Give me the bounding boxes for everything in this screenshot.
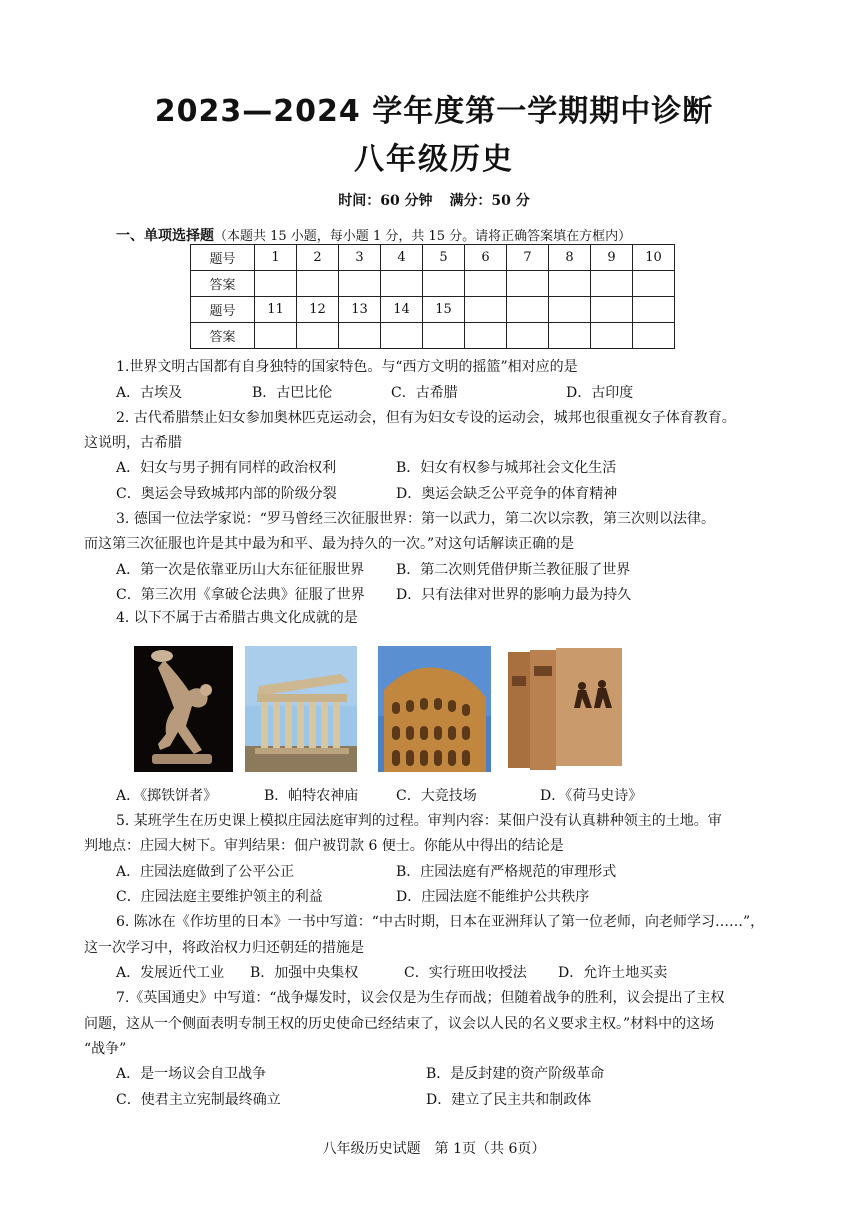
answer-cell[interactable]: [339, 271, 381, 297]
question-7-stem-cont2: “战争”: [84, 1041, 127, 1057]
q6-option-c[interactable]: C．实行班田收授法: [404, 965, 527, 981]
answer-cell: [591, 323, 633, 349]
question-5-stem-cont: 判地点：庄园大树下。审判结果：佃户被罚款 6 便士。你能从中得出的结论是: [84, 838, 564, 854]
q2-option-a[interactable]: A．妇女与男子拥有同样的政治权利: [116, 460, 337, 476]
q5-option-d[interactable]: D．庄园法庭不能维护公共秩序: [396, 889, 590, 905]
q1-option-c[interactable]: C．古希腊: [391, 385, 458, 401]
q7-option-c[interactable]: C．使君主立宪制最终确立: [116, 1092, 281, 1108]
section-heading: [116, 225, 631, 245]
q4-option-b[interactable]: B．帕特农神庙: [264, 788, 359, 804]
exam-time: 时间：60 分钟: [338, 193, 433, 209]
answer-cell[interactable]: [381, 271, 423, 297]
answer-table-header: 答案: [191, 271, 255, 297]
answer-cell[interactable]: [423, 271, 465, 297]
q2-option-c[interactable]: C．奥运会导致城邦内部的阶级分裂: [116, 486, 337, 502]
parthenon-image: [245, 646, 357, 772]
q4-option-c[interactable]: C．大竞技场: [396, 788, 477, 804]
q5-option-b[interactable]: B．庄园法庭有严格规范的审理形式: [396, 864, 617, 880]
question-6-stem: 6. 陈冰在《作坊里的日本》一书中写道：“中古时期，日本在亚洲拜认了第一位老师，向老师学习……”，: [116, 914, 765, 930]
question-2-stem-cont: 这说明，古希腊: [84, 435, 182, 451]
q3-option-d[interactable]: D．只有法律对世界的影响力最为持久: [396, 587, 632, 603]
question-3-stem-cont: 而这第三次征服也许是其中最为和平、最为持久的一次。”对这句话解读正确的是: [84, 536, 575, 552]
answer-table-cell: [465, 297, 507, 323]
q1-option-d[interactable]: D．古印度: [566, 385, 634, 401]
question-2-stem: 2. 古代希腊禁止妇女参加奥林匹克运动会，但有为妇女专设的运动会，城邦也很重视女子体育教育。: [116, 410, 736, 426]
answer-table-cell: [591, 297, 633, 323]
q6-option-b[interactable]: B．加强中央集权: [250, 965, 359, 981]
page-subtitle: 八年级历史: [354, 142, 514, 177]
answer-table-cell: 4: [381, 245, 423, 271]
answer-table-cell: 2: [297, 245, 339, 271]
parthenon-illustration: [245, 646, 357, 772]
answer-table-cell: 11: [255, 297, 297, 323]
q4-option-d[interactable]: D．《荷马史诗》: [540, 788, 643, 804]
section-note: （本题共 15 小题，每小题 1 分，共 15 分。请将正确答案填在方框内）: [214, 229, 632, 244]
answer-table-header: 答案: [191, 323, 255, 349]
answer-table-cell: 1: [255, 245, 297, 271]
answer-table-cell: 7: [507, 245, 549, 271]
answer-table-row: [191, 297, 675, 323]
answer-cell[interactable]: [507, 271, 549, 297]
answer-table-row: [191, 271, 675, 297]
answer-table-header: 题号: [191, 297, 255, 323]
answer-cell[interactable]: [255, 271, 297, 297]
q6-option-d[interactable]: D．允许土地买卖: [558, 965, 668, 981]
books-illustration: [508, 646, 624, 772]
question-3-stem: 3. 德国一位法学家说：“罗马曾经三次征服世界：第一以武力，第二次以宗教，第三次则以法律。: [116, 511, 715, 527]
section-title: 一、单项选择题: [116, 228, 214, 244]
q6-option-a[interactable]: A．发展近代工业: [116, 965, 225, 981]
answer-table-cell: 3: [339, 245, 381, 271]
q3-option-c[interactable]: C．第三次用《拿破仑法典》征服了世界: [116, 587, 365, 603]
question-1-stem: 1.世界文明古国都有自身独特的国家特色。与“西方文明的摇篮”相对应的是: [116, 359, 578, 375]
answer-table-row: [191, 323, 675, 349]
page-title: 2023—2024 学年度第一学期期中诊断: [154, 94, 714, 129]
q5-option-c[interactable]: C．庄园法庭主要维护领主的利益: [116, 889, 323, 905]
q2-option-b[interactable]: B．妇女有权参与城邦社会文化生活: [396, 460, 617, 476]
answer-table-cell: 12: [297, 297, 339, 323]
answer-table-row: [191, 245, 675, 271]
discobolus-illustration: [134, 646, 233, 772]
q1-option-b[interactable]: B．古巴比伦: [252, 385, 333, 401]
q3-option-b[interactable]: B．第二次则凭借伊斯兰教征服了世界: [396, 562, 631, 578]
answer-cell[interactable]: [297, 323, 339, 349]
answer-table-cell: 9: [591, 245, 633, 271]
answer-table-cell: 6: [465, 245, 507, 271]
question-5-stem: 5. 某班学生在历史课上模拟庄园法庭审判的过程。审判内容：某佃户没有认真耕种领主的土地。审: [116, 813, 722, 829]
exam-score: 满分：50 分: [449, 193, 530, 209]
answer-table: [190, 244, 675, 349]
answer-cell[interactable]: [297, 271, 339, 297]
answer-table-cell: [507, 297, 549, 323]
answer-cell[interactable]: [549, 271, 591, 297]
colosseum-illustration: [378, 646, 491, 772]
answer-cell: [549, 323, 591, 349]
answer-cell[interactable]: [465, 271, 507, 297]
answer-cell[interactable]: [423, 323, 465, 349]
answer-table-cell: 8: [549, 245, 591, 271]
answer-cell[interactable]: [633, 271, 675, 297]
question-7-stem-cont: 问题，这从一个侧面表明专制王权的历史使命已经结束了，议会以人民的名义要求主权。”材料中的这场: [84, 1016, 715, 1032]
answer-table-cell: 15: [423, 297, 465, 323]
q1-option-a[interactable]: A．古埃及: [116, 385, 183, 401]
answer-cell[interactable]: [255, 323, 297, 349]
discobolus-image: [134, 646, 233, 772]
question-7-stem: 7.《英国通史》中写道：“战争爆发时，议会仅是为生存而战；但随着战争的胜利，议会提出了主权: [116, 990, 725, 1006]
answer-cell[interactable]: [381, 323, 423, 349]
answer-table-header: 题号: [191, 245, 255, 271]
answer-table-cell: [549, 297, 591, 323]
answer-cell: [633, 323, 675, 349]
answer-table-cell: 5: [423, 245, 465, 271]
answer-cell[interactable]: [339, 323, 381, 349]
answer-table-cell: [633, 297, 675, 323]
exam-meta: [0, 190, 868, 210]
homer-epic-books-image: [508, 646, 624, 772]
q7-option-d[interactable]: D．建立了民主共和制政体: [426, 1092, 592, 1108]
answer-table-cell: 14: [381, 297, 423, 323]
q2-option-d[interactable]: D．奥运会缺乏公平竞争的体育精神: [396, 486, 618, 502]
question-4-stem: 4. 以下不属于古希腊古典文化成就的是: [116, 610, 358, 626]
q3-option-a[interactable]: A．第一次是依靠亚历山大东征征服世界: [116, 562, 365, 578]
answer-cell[interactable]: [591, 271, 633, 297]
q4-option-a[interactable]: A．《掷铁饼者》: [116, 788, 218, 804]
answer-table-cell: 10: [633, 245, 675, 271]
page-footer: 八年级历史试题 第 1页（共 6页）: [322, 1141, 546, 1157]
colosseum-image: [378, 646, 491, 772]
answer-cell: [507, 323, 549, 349]
question-6-stem-cont: 这一次学习中，将政治权力归还朝廷的措施是: [84, 940, 364, 956]
q7-option-b[interactable]: B．是反封建的资产阶级革命: [426, 1066, 605, 1082]
q7-option-a[interactable]: A．是一场议会自卫战争: [116, 1066, 267, 1082]
answer-cell: [465, 323, 507, 349]
q5-option-a[interactable]: A．庄园法庭做到了公平公正: [116, 864, 295, 880]
answer-table-cell: 13: [339, 297, 381, 323]
